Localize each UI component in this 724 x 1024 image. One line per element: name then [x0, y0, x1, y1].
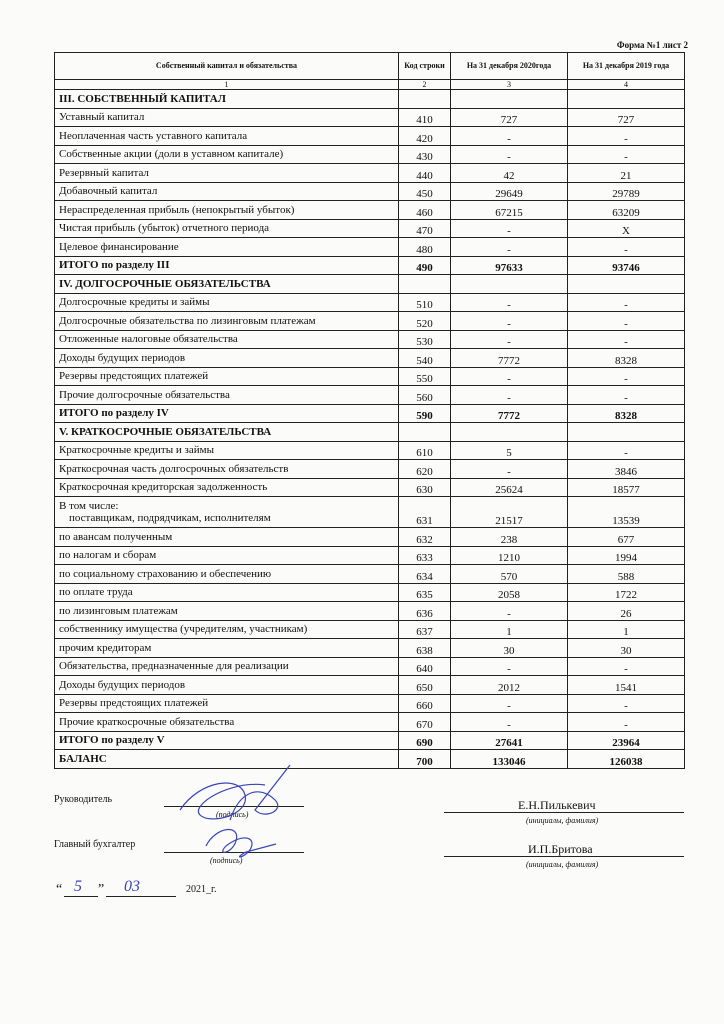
- row-value-2019: 30: [568, 639, 685, 658]
- row-value-2019: 26: [568, 602, 685, 621]
- accountant-signature-mark: [196, 816, 286, 866]
- row-value-2019: [568, 275, 685, 294]
- col-header-code: Код строки: [399, 53, 451, 80]
- row-name: Добавочный капитал: [55, 182, 399, 201]
- form-number-label: Форма №1 лист 2: [616, 40, 688, 50]
- row-code: [399, 423, 451, 442]
- row-code: 650: [399, 676, 451, 695]
- row-value-2019: -: [568, 694, 685, 713]
- row-value-2019: -: [568, 713, 685, 732]
- row-name: Собственные акции (доли в уставном капитале): [55, 145, 399, 164]
- table-row: [55, 460, 685, 479]
- row-code: [399, 90, 451, 109]
- row-code: 630: [399, 478, 451, 497]
- row-value-2020: -: [451, 657, 568, 676]
- row-value-2020: -: [451, 602, 568, 621]
- row-code: 420: [399, 127, 451, 146]
- row-code: 670: [399, 713, 451, 732]
- table-row: [55, 528, 685, 547]
- row-name: V. КРАТКОСРОЧНЫЕ ОБЯЗАТЕЛЬСТВА: [55, 423, 399, 442]
- table-row: [55, 478, 685, 497]
- row-value-2019: 1994: [568, 546, 685, 565]
- head-name-hint: (инициалы, фамилия): [526, 816, 599, 825]
- table-row: [55, 145, 685, 164]
- row-code: 638: [399, 639, 451, 658]
- row-value-2020: 25624: [451, 478, 568, 497]
- table-row: [55, 238, 685, 257]
- row-code: 620: [399, 460, 451, 479]
- row-code: 540: [399, 349, 451, 368]
- table-row: [55, 293, 685, 312]
- row-code: 590: [399, 404, 451, 423]
- row-name: ИТОГО по разделу V: [55, 731, 399, 750]
- column-index-row: [55, 80, 685, 90]
- col-index: 4: [568, 80, 685, 90]
- row-code: 632: [399, 528, 451, 547]
- date-year: 2021_г.: [186, 884, 217, 895]
- row-value-2019: 8328: [568, 349, 685, 368]
- row-value-2020: 42: [451, 164, 568, 183]
- col-header-2020: На 31 декабря 2020года: [451, 53, 568, 80]
- row-value-2020: 727: [451, 108, 568, 127]
- row-name: ИТОГО по разделу IV: [55, 404, 399, 423]
- row-code: 440: [399, 164, 451, 183]
- table-row: [55, 657, 685, 676]
- row-value-2020: -: [451, 330, 568, 349]
- row-value-2019: [568, 90, 685, 109]
- table-row: [55, 275, 685, 294]
- date-day-line: [64, 896, 98, 897]
- row-value-2020: 5: [451, 441, 568, 460]
- row-value-2020: 1210: [451, 546, 568, 565]
- row-code: 635: [399, 583, 451, 602]
- row-value-2020: -: [451, 219, 568, 238]
- table-row: [55, 182, 685, 201]
- row-value-2020: 1: [451, 620, 568, 639]
- row-code: 470: [399, 219, 451, 238]
- row-code: 636: [399, 602, 451, 621]
- accountant-name-line: [444, 856, 684, 857]
- row-value-2019: -: [568, 145, 685, 164]
- balance-sheet-table: [54, 52, 685, 769]
- row-code: 610: [399, 441, 451, 460]
- table-row: [55, 256, 685, 275]
- table-row: [55, 164, 685, 183]
- row-name: Уставный капитал: [55, 108, 399, 127]
- table-row: [55, 404, 685, 423]
- table-row: [55, 108, 685, 127]
- table-row: [55, 676, 685, 695]
- row-name: Прочие долгосрочные обязательства: [55, 386, 399, 405]
- row-name: III. СОБСТВЕННЫЙ КАПИТАЛ: [55, 90, 399, 109]
- row-value-2020: 29649: [451, 182, 568, 201]
- row-value-2019: -: [568, 330, 685, 349]
- row-name: Нераспределенная прибыль (непокрытый убыток): [55, 201, 399, 220]
- table-body: [55, 90, 685, 769]
- row-name: Резервы предстоящих платежей: [55, 694, 399, 713]
- table-row: [55, 546, 685, 565]
- row-value-2020: [451, 275, 568, 294]
- row-value-2019: 3846: [568, 460, 685, 479]
- row-code: 490: [399, 256, 451, 275]
- table-row: [55, 349, 685, 368]
- row-code: 520: [399, 312, 451, 331]
- table-row: [55, 497, 685, 528]
- row-name: ИТОГО по разделу III: [55, 256, 399, 275]
- row-value-2020: [451, 90, 568, 109]
- row-value-2020: -: [451, 238, 568, 257]
- row-value-2020: 570: [451, 565, 568, 584]
- col-index: 1: [55, 80, 399, 90]
- table-row: [55, 386, 685, 405]
- row-name: Чистая прибыль (убыток) отчетного периода: [55, 219, 399, 238]
- row-value-2020: -: [451, 293, 568, 312]
- table-row: [55, 639, 685, 658]
- row-name: БАЛАНС: [55, 750, 399, 769]
- row-name: по социальному страхованию и обеспечению: [55, 565, 399, 584]
- row-value-2019: 21: [568, 164, 685, 183]
- table-row: [55, 694, 685, 713]
- row-code: 480: [399, 238, 451, 257]
- date-day: 5: [74, 878, 82, 895]
- row-value-2019: 727: [568, 108, 685, 127]
- row-value-2020: 2058: [451, 583, 568, 602]
- row-name: Резервы предстоящих платежей: [55, 367, 399, 386]
- row-name: по авансам полученным: [55, 528, 399, 547]
- table-row: [55, 330, 685, 349]
- table-row: [55, 583, 685, 602]
- row-code: 640: [399, 657, 451, 676]
- row-name: Обязательства, предназначенные для реализации: [55, 657, 399, 676]
- row-code: [399, 275, 451, 294]
- row-code: 637: [399, 620, 451, 639]
- row-value-2019: 677: [568, 528, 685, 547]
- col-index: 2: [399, 80, 451, 90]
- row-value-2019: 1: [568, 620, 685, 639]
- accountant-name-hint: (инициалы, фамилия): [526, 860, 599, 869]
- row-value-2020: -: [451, 367, 568, 386]
- accountant-name: И.П.Бритова: [528, 842, 593, 856]
- row-value-2020: 2012: [451, 676, 568, 695]
- table-row: [55, 620, 685, 639]
- row-name: Отложенные налоговые обязательства: [55, 330, 399, 349]
- row-value-2019: 23964: [568, 731, 685, 750]
- row-code: 690: [399, 731, 451, 750]
- table-row: [55, 127, 685, 146]
- row-value-2019: -: [568, 386, 685, 405]
- row-value-2020: 7772: [451, 404, 568, 423]
- table-row: [55, 219, 685, 238]
- row-value-2019: -: [568, 367, 685, 386]
- row-name: Долгосрочные обязательства по лизинговым платежам: [55, 312, 399, 331]
- row-value-2020: -: [451, 713, 568, 732]
- row-name: Краткосрочная часть долгосрочных обязательств: [55, 460, 399, 479]
- row-code: 410: [399, 108, 451, 127]
- row-value-2019: -: [568, 441, 685, 460]
- row-value-2020: -: [451, 460, 568, 479]
- row-code: 631: [399, 497, 451, 528]
- row-value-2020: 133046: [451, 750, 568, 769]
- row-value-2020: [451, 423, 568, 442]
- col-index: 3: [451, 80, 568, 90]
- date-open-quote: “: [56, 882, 63, 897]
- row-value-2019: -: [568, 238, 685, 257]
- row-name: Резервный капитал: [55, 164, 399, 183]
- table-row: [55, 201, 685, 220]
- table-header-row: [55, 53, 685, 80]
- row-value-2019: 93746: [568, 256, 685, 275]
- row-name: прочим кредиторам: [55, 639, 399, 658]
- row-value-2019: 126038: [568, 750, 685, 769]
- row-code: 550: [399, 367, 451, 386]
- head-name: Е.Н.Пилькевич: [518, 798, 596, 812]
- row-value-2019: 588: [568, 565, 685, 584]
- row-value-2019: -: [568, 293, 685, 312]
- row-value-2019: -: [568, 127, 685, 146]
- accountant-label: Главный бухгалтер: [54, 839, 136, 850]
- row-value-2019: X: [568, 219, 685, 238]
- accountant-sign-hint: (подпись): [210, 856, 243, 865]
- row-value-2020: -: [451, 386, 568, 405]
- table-row: [55, 565, 685, 584]
- row-value-2019: 63209: [568, 201, 685, 220]
- row-code: 510: [399, 293, 451, 312]
- row-value-2020: -: [451, 694, 568, 713]
- row-code: 634: [399, 565, 451, 584]
- col-header-2019: На 31 декабря 2019 года: [568, 53, 685, 80]
- row-code: 633: [399, 546, 451, 565]
- row-code: 700: [399, 750, 451, 769]
- row-value-2019: 1541: [568, 676, 685, 695]
- row-name: Доходы будущих периодов: [55, 349, 399, 368]
- head-sign-hint: (подпись): [216, 810, 249, 819]
- row-value-2019: 13539: [568, 497, 685, 528]
- row-value-2019: -: [568, 312, 685, 331]
- row-value-2019: [568, 423, 685, 442]
- row-name: Краткосрочная кредиторская задолженность: [55, 478, 399, 497]
- row-code: 430: [399, 145, 451, 164]
- row-name: по налогам и сборам: [55, 546, 399, 565]
- row-name-line1: В том числе:: [59, 500, 119, 512]
- row-code: 450: [399, 182, 451, 201]
- row-value-2020: 30: [451, 639, 568, 658]
- row-name: Целевое финансирование: [55, 238, 399, 257]
- row-name: Краткосрочные кредиты и займы: [55, 441, 399, 460]
- row-name: по лизинговым платежам: [55, 602, 399, 621]
- row-name: [55, 497, 399, 528]
- row-value-2019: 29789: [568, 182, 685, 201]
- row-name: Прочие краткосрочные обязательства: [55, 713, 399, 732]
- row-value-2019: 8328: [568, 404, 685, 423]
- table-row: [55, 750, 685, 769]
- table-row: [55, 441, 685, 460]
- row-value-2019: 1722: [568, 583, 685, 602]
- row-name-line2: поставщикам, подрядчикам, исполнителям: [69, 512, 271, 524]
- row-name: IV. ДОЛГОСРОЧНЫЕ ОБЯЗАТЕЛЬСТВА: [55, 275, 399, 294]
- table-row: [55, 713, 685, 732]
- head-label: Руководитель: [54, 794, 113, 805]
- date-month-line: [106, 896, 176, 897]
- date-month: 03: [124, 878, 140, 895]
- head-name-line: [444, 812, 684, 813]
- table-row: [55, 367, 685, 386]
- row-value-2020: -: [451, 145, 568, 164]
- row-value-2020: -: [451, 127, 568, 146]
- row-value-2020: 67215: [451, 201, 568, 220]
- row-code: 530: [399, 330, 451, 349]
- col-header-name: Собственный капитал и обязательства: [55, 53, 399, 80]
- table-row: [55, 423, 685, 442]
- row-value-2019: 18577: [568, 478, 685, 497]
- row-code: 660: [399, 694, 451, 713]
- date-close-quote: ”: [98, 882, 105, 897]
- row-code: 560: [399, 386, 451, 405]
- row-value-2020: 21517: [451, 497, 568, 528]
- row-name: Доходы будущих периодов: [55, 676, 399, 695]
- row-value-2020: 97633: [451, 256, 568, 275]
- table-row: [55, 90, 685, 109]
- row-value-2020: -: [451, 312, 568, 331]
- row-name: собственнику имущества (учредителям, участникам): [55, 620, 399, 639]
- row-name: Долгосрочные кредиты и займы: [55, 293, 399, 312]
- table-row: [55, 602, 685, 621]
- table-row: [55, 731, 685, 750]
- row-value-2019: -: [568, 657, 685, 676]
- row-value-2020: 238: [451, 528, 568, 547]
- row-name: по оплате труда: [55, 583, 399, 602]
- table-row: [55, 312, 685, 331]
- row-code: 460: [399, 201, 451, 220]
- row-name: Неоплаченная часть уставного капитала: [55, 127, 399, 146]
- row-value-2020: 7772: [451, 349, 568, 368]
- row-value-2020: 27641: [451, 731, 568, 750]
